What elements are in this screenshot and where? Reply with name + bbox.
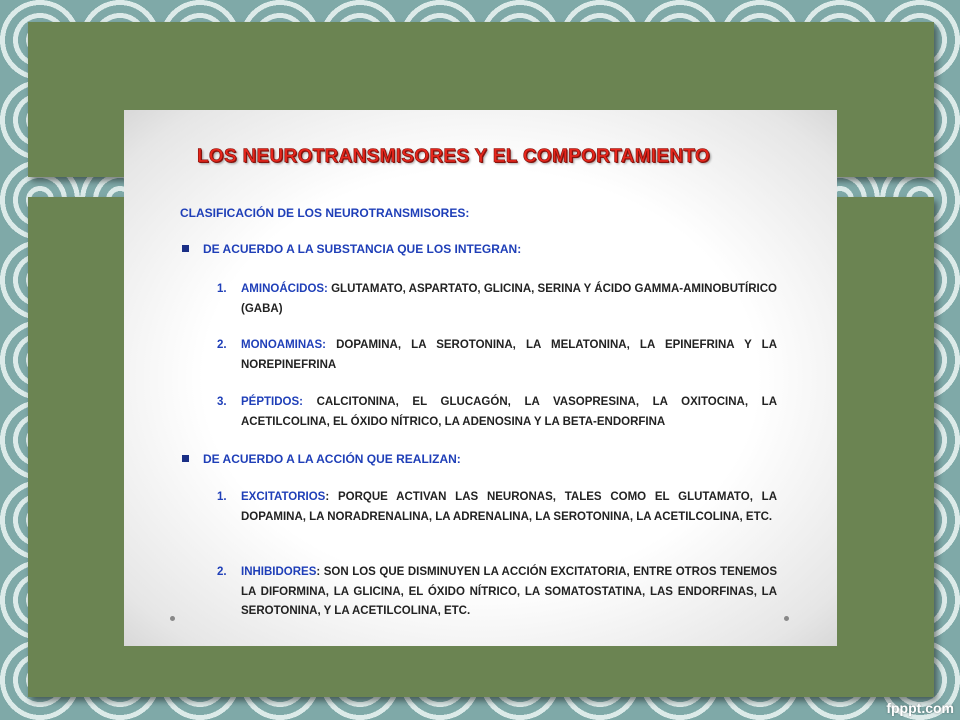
item-term: AMINOÁCIDOS: [241,283,328,295]
corner-dot-left [170,616,175,621]
square-bullet-icon [182,455,189,462]
item-number: 1. [217,283,227,295]
section-heading-label: DE ACUERDO A LA SUBSTANCIA QUE LOS INTEGRAN: [203,242,522,256]
list-item [217,393,777,432]
square-bullet-icon [182,245,189,252]
slide-image [124,110,837,646]
section-heading-action [182,452,782,466]
item-term: MONOAMINAS: [241,339,326,351]
item-number: 2. [217,339,227,351]
item-text: GLUTAMATO, ASPARTATO, GLICINA, SERINA Y ÁCIDO GAMMA-AMINOBUTÍRICO (GABA) [241,283,777,315]
item-text: : PORQUE ACTIVAN LAS NEURONAS, TALES COMO EL GLUTAMATO, LA DOPAMINA, LA NORADRENALINA, LA ADRENALINA, LA SEROTONINA, LA ACETILCOLINA, ETC. [241,491,777,523]
slide-title: LOS NEUROTRANSMISORES Y EL COMPORTAMIENTO [197,146,711,167]
item-number: 1. [217,491,227,503]
item-term: PÉPTIDOS: [241,396,303,408]
item-text: CALCITONINA, EL GLUCAGÓN, LA VASOPRESINA, LA OXITOCINA, LA ACETILCOLINA, EL ÓXIDO NÍTRICO, LA ADENOSINA Y LA BETA-ENDORFINA [241,396,777,428]
item-number: 3. [217,396,227,408]
item-text: : SON LOS QUE DISMINUYEN LA ACCIÓN EXCITATORIA, ENTRE OTROS TENEMOS LA DIFORMINA, LA GLICINA, EL ÓXIDO NÍTRICO, LA SOMATOSTATINA, LAS ENDORFINAS, LA SEROTONINA, Y LA ACETILCOLINA, ETC. [241,566,777,617]
corner-dot-right [784,616,789,621]
item-number: 2. [217,566,227,578]
section-heading-substance [182,242,782,256]
section-heading-label: DE ACUERDO A LA ACCIÓN QUE REALIZAN: [203,452,461,466]
classification-subheading: CLASIFICACIÓN DE LOS NEUROTRANSMISORES: [180,206,470,220]
item-term: INHIBIDORES [241,566,317,578]
item-text: DOPAMINA, LA SEROTONINA, LA MELATONINA, LA EPINEFRINA Y LA NOREPINEFRINA [241,339,777,371]
item-term: EXCITATORIOS [241,491,326,503]
watermark: fpppt.com [886,700,954,716]
list-item [217,563,777,622]
list-item [217,488,777,527]
list-item [217,280,777,319]
list-item [217,336,777,375]
